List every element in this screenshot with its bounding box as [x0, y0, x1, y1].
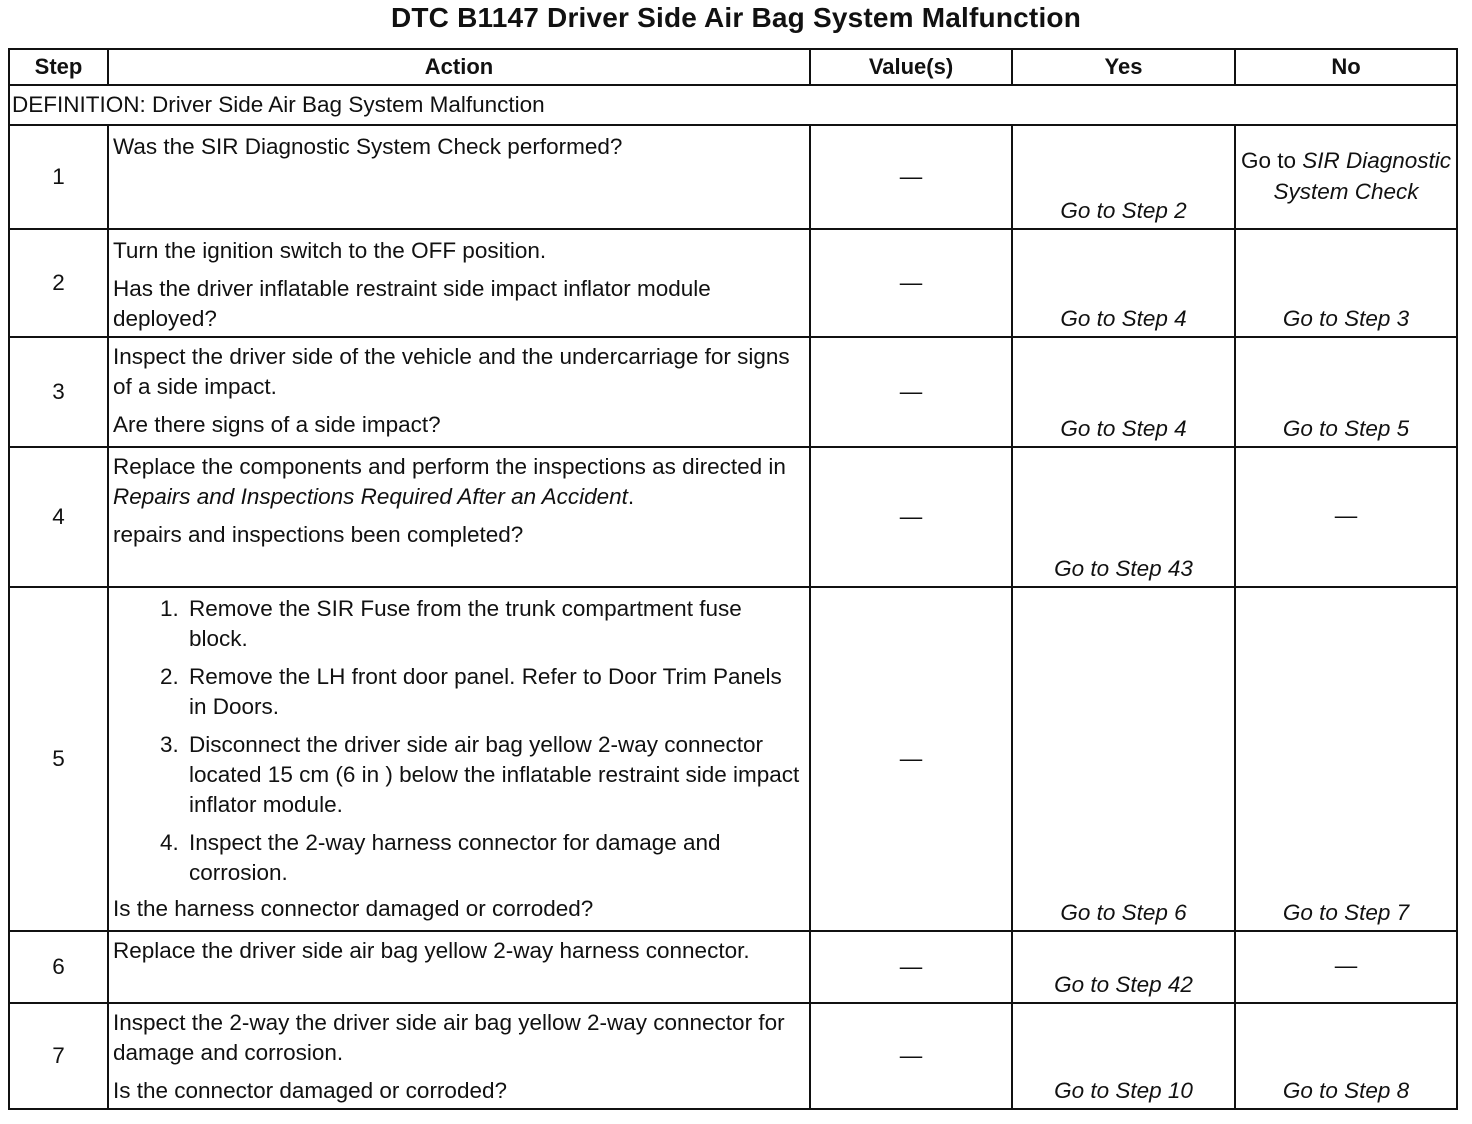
action-text — [113, 452, 805, 512]
action-text: Replace the driver side air bag yellow 2-way harness connector. — [113, 938, 750, 963]
action-text: Was the SIR Diagnostic System Check performed? — [113, 134, 623, 159]
page-title: DTC B1147 Driver Side Air Bag System Malfunction — [390, 2, 1082, 33]
no-cell — [1235, 125, 1457, 229]
yes-cell: Go to Step 10 — [1012, 1003, 1235, 1109]
table-row — [9, 337, 1457, 447]
yes-cell: Go to Step 2 — [1012, 125, 1235, 229]
step-action — [108, 125, 810, 229]
step-value: — — [810, 447, 1012, 587]
no-cell: Go to Step 7 — [1235, 587, 1457, 931]
list-item: 1. Remove the SIR Fuse from the trunk compartment fuse block. — [185, 594, 805, 654]
yes-cell: Go to Step 4 — [1012, 229, 1235, 337]
header-yes: Yes — [1012, 49, 1235, 85]
definition-row — [9, 85, 1457, 125]
yes-cell: Go to Step 6 — [1012, 587, 1235, 931]
procedure-list — [113, 594, 805, 888]
step-number: 2 — [9, 229, 108, 337]
table-row — [9, 931, 1457, 1003]
list-item: 3. Disconnect the driver side air bag yellow 2-way connector located 15 cm (6 in ) below the inflatable restraint side impact inflator module. — [185, 730, 805, 820]
step-number: 1 — [9, 125, 108, 229]
no-cell: Go to Step 5 — [1235, 337, 1457, 447]
step-number: 6 — [9, 931, 108, 1003]
step-action — [108, 447, 810, 587]
header-action: Action — [108, 49, 810, 85]
yes-cell: Go to Step 4 — [1012, 337, 1235, 447]
table-row — [9, 229, 1457, 337]
header-no: No — [1235, 49, 1457, 85]
table-row — [9, 1003, 1457, 1109]
list-item: 2. Remove the LH front door panel. Refer to Door Trim Panels in Doors. — [185, 662, 805, 722]
action-question: Is the connector damaged or corroded? — [113, 1078, 507, 1103]
action-text-pre: Replace the components and perform the inspections as directed in — [113, 454, 786, 479]
action-text: Turn the ignition switch to the OFF position. — [113, 238, 547, 263]
step-value: — — [810, 337, 1012, 447]
action-question: Has the driver inflatable restraint side impact inflator module deployed? — [113, 276, 711, 331]
action-text-post: . — [627, 484, 635, 509]
step-number: 5 — [9, 587, 108, 931]
no-cell: — — [1235, 447, 1457, 587]
diagnostic-table — [8, 48, 1458, 1110]
step-action — [108, 337, 810, 447]
step-value: — — [810, 931, 1012, 1003]
step-action — [108, 587, 810, 931]
no-link: SIR Diagnostic System Check — [1273, 148, 1452, 204]
no-cell: Go to Step 8 — [1235, 1003, 1457, 1109]
step-action — [108, 229, 810, 337]
table-row — [9, 587, 1457, 931]
header-row — [9, 49, 1457, 85]
action-text: Inspect the driver side of the vehicle and the undercarriage for signs of a side impact. — [113, 344, 790, 399]
step-value: — — [810, 125, 1012, 229]
header-values: Value(s) — [810, 49, 1012, 85]
step-action — [108, 1003, 810, 1109]
header-step: Step — [9, 49, 108, 85]
no-prefix: Go to — [1240, 148, 1296, 173]
list-item: 4. Inspect the 2-way harness connector for damage and corrosion. — [185, 828, 805, 888]
step-value: — — [810, 587, 1012, 931]
no-cell: Go to Step 3 — [1235, 229, 1457, 337]
table-row — [9, 125, 1457, 229]
yes-cell: Go to Step 42 — [1012, 931, 1235, 1003]
action-question: Are there signs of a side impact? — [113, 412, 441, 437]
step-number: 7 — [9, 1003, 108, 1109]
step-action — [108, 931, 810, 1003]
step-number: 3 — [9, 337, 108, 447]
step-number: 4 — [9, 447, 108, 587]
action-reference: Repairs and Inspections Required After an Accident — [113, 484, 628, 509]
action-text: Inspect the 2-way the driver side air bag yellow 2-way connector for damage and corrosion. — [113, 1010, 785, 1065]
step-value: — — [810, 1003, 1012, 1109]
action-question: repairs and inspections been completed? — [113, 522, 524, 547]
table-row — [9, 447, 1457, 587]
no-cell: — — [1235, 931, 1457, 1003]
step-value: — — [810, 229, 1012, 337]
definition-text: DEFINITION: Driver Side Air Bag System Malfunction — [9, 85, 1457, 125]
action-question: Is the harness connector damaged or corroded? — [113, 896, 594, 921]
yes-cell: Go to Step 43 — [1012, 447, 1235, 587]
